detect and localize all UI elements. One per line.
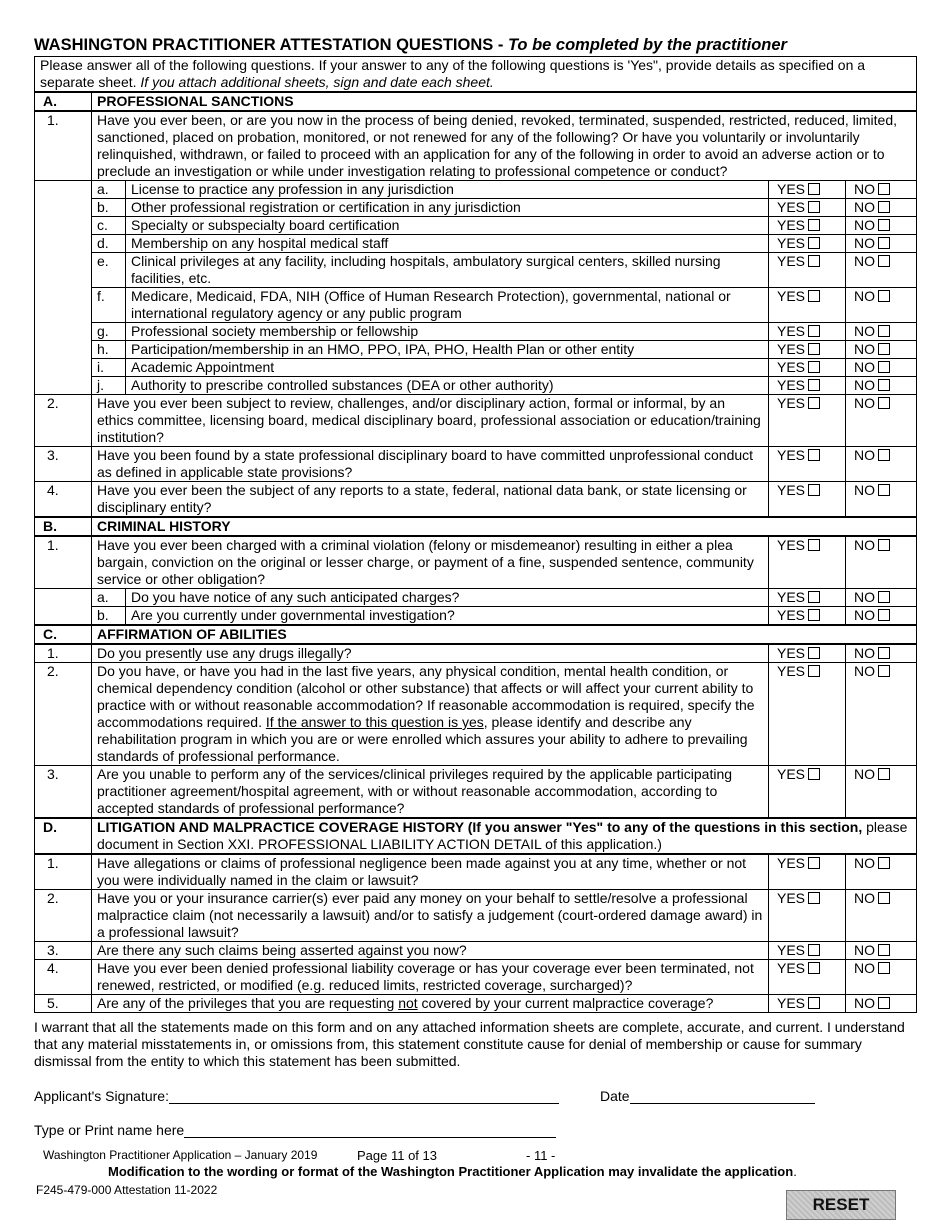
signature-field[interactable] [169, 1089, 559, 1104]
yes-option[interactable]: YES [769, 217, 846, 235]
yes-checkbox[interactable] [808, 343, 820, 355]
sub-letter: a. [92, 181, 126, 199]
no-option[interactable]: NO [846, 217, 917, 235]
sub-question-text: Academic Appointment [126, 359, 769, 377]
sub-letter: f. [92, 288, 126, 323]
signature-label: Applicant's Signature: [34, 1088, 169, 1104]
yes-checkbox[interactable] [808, 892, 820, 904]
yes-option[interactable]: YES [769, 995, 846, 1013]
footer-warning: Modification to the wording or format of the Washington Practitioner Application may invalidate the application. [108, 1164, 797, 1179]
print-name-label: Type or Print name here [34, 1122, 185, 1138]
section-letter: B. [35, 517, 92, 536]
question-row [35, 942, 917, 960]
sub-question-text: Specialty or subspecialty board certification [126, 217, 769, 235]
sub-letter: c. [92, 217, 126, 235]
section-heading: LITIGATION AND MALPRACTICE COVERAGE HISTORY (If you answer "Yes" to any of the questions in this section, please document in Section XXI. PROFESSIONAL LIABILITY ACTION DETAIL of this application.) [92, 818, 917, 854]
warranty-statement: I warrant that all the statements made on this form and on any attached information sheets are complete, accurate, and current. I understand that any material misstatements in, or omissions from, this statement constitute cause for denial of membership or cause for summary dismissal from the entity to which this statement has been submitted. [34, 1019, 905, 1069]
yes-checkbox[interactable] [808, 665, 820, 677]
yes-checkbox[interactable] [808, 183, 820, 195]
question-number: 4. [35, 960, 92, 995]
question-text: Have you ever been charged with a criminal violation (felony or misdemeanor) resulting in either a plea bargain, conviction on the original or lesser charge, or payment of a fine, suspended sentence, community service or other obligation? [92, 536, 769, 589]
no-option[interactable]: NO [846, 199, 917, 217]
question-text: Do you presently use any drugs illegally? [92, 644, 769, 663]
no-checkbox[interactable] [878, 892, 890, 904]
question-text: Are any of the privileges that you are requesting not covered by your current malpractice coverage? [92, 995, 769, 1013]
no-option[interactable]: NO [846, 536, 917, 589]
date-row [600, 1088, 815, 1104]
yes-option[interactable]: YES [769, 663, 846, 766]
sub-question-text: Authority to prescribe controlled substances (DEA or other authority) [126, 377, 769, 395]
sub-question-text: Membership on any hospital medical staff [126, 235, 769, 253]
section-a-header [35, 92, 917, 111]
yes-option[interactable]: YES [769, 323, 846, 341]
question-number: 2. [35, 663, 92, 766]
section-letter: A. [35, 92, 92, 111]
yes-option[interactable]: YES [769, 854, 846, 890]
section-heading: AFFIRMATION OF ABILITIES [92, 625, 917, 644]
sub-question-row [35, 199, 917, 217]
no-checkbox[interactable] [878, 361, 890, 373]
yes-checkbox[interactable] [808, 647, 820, 659]
no-checkbox[interactable] [878, 343, 890, 355]
yes-checkbox[interactable] [808, 591, 820, 603]
no-checkbox[interactable] [878, 997, 890, 1009]
question-row [35, 854, 917, 890]
print-name-field[interactable] [184, 1123, 556, 1138]
print-name-row [34, 1122, 556, 1138]
yes-option[interactable]: YES [769, 235, 846, 253]
question-row [35, 995, 917, 1013]
yes-option[interactable]: YES [769, 607, 846, 626]
sub-question-row [35, 181, 917, 199]
yes-option[interactable]: YES [769, 253, 846, 288]
no-option[interactable]: NO [846, 644, 917, 663]
section-letter: C. [35, 625, 92, 644]
sub-question-row [35, 235, 917, 253]
yes-checkbox[interactable] [808, 379, 820, 391]
yes-checkbox[interactable] [808, 361, 820, 373]
reset-button[interactable]: RESET [786, 1190, 896, 1220]
question-number: 1. [35, 644, 92, 663]
no-option[interactable]: NO [846, 447, 917, 482]
no-checkbox[interactable] [878, 449, 890, 461]
yes-option[interactable]: YES [769, 288, 846, 323]
question-row [35, 536, 917, 589]
yes-option[interactable]: YES [769, 482, 846, 518]
question-text: Have you been found by a state professional disciplinary board to have committed unprofessional conduct as defined in applicable state provisions? [92, 447, 769, 482]
no-option[interactable]: NO [846, 854, 917, 890]
intro-row [35, 57, 917, 93]
no-option[interactable]: NO [846, 395, 917, 447]
no-option[interactable]: NO [846, 589, 917, 607]
yes-option[interactable]: YES [769, 890, 846, 942]
no-checkbox[interactable] [878, 857, 890, 869]
sub-question-text: Participation/membership in an HMO, PPO, IPA, PHO, Health Plan or other entity [126, 341, 769, 359]
sub-question-text: Other professional registration or certification in any jurisdiction [126, 199, 769, 217]
no-option[interactable]: NO [846, 482, 917, 518]
sub-letter: h. [92, 341, 126, 359]
no-checkbox[interactable] [878, 379, 890, 391]
page-title: WASHINGTON PRACTITIONER ATTESTATION QUESTIONS - To be completed by the practitioner [34, 36, 787, 54]
yes-option[interactable]: YES [769, 942, 846, 960]
question-row [35, 644, 917, 663]
no-checkbox[interactable] [878, 962, 890, 974]
sub-question-text: License to practice any profession in any jurisdiction [126, 181, 769, 199]
section-heading: CRIMINAL HISTORY [92, 517, 917, 536]
yes-checkbox[interactable] [808, 201, 820, 213]
section-c-header [35, 625, 917, 644]
sub-question-row [35, 341, 917, 359]
yes-checkbox[interactable] [808, 768, 820, 780]
no-checkbox[interactable] [878, 255, 890, 267]
sub-letter: a. [92, 589, 126, 607]
question-row [35, 890, 917, 942]
footer-page: Page 11 of 13 [357, 1148, 437, 1163]
question-row [35, 766, 917, 819]
sub-question-row [35, 288, 917, 323]
question-number: 2. [35, 395, 92, 447]
sub-letter: b. [92, 199, 126, 217]
sub-question-text: Clinical privileges at any facility, including hospitals, ambulatory surgical centers, skilled nursing facilities, etc. [126, 253, 769, 288]
yes-option[interactable]: YES [769, 341, 846, 359]
sub-letter: b. [92, 607, 126, 626]
yes-option[interactable]: YES [769, 359, 846, 377]
yes-option[interactable]: YES [769, 199, 846, 217]
no-checkbox[interactable] [878, 397, 890, 409]
yes-checkbox[interactable] [808, 449, 820, 461]
no-checkbox[interactable] [878, 237, 890, 249]
question-text: Are you unable to perform any of the services/clinical privileges required by the applicable participating practitioner agreement/hospital agreement, with or without reasonable accommodation, according to accepted standards of professional performance? [92, 766, 769, 819]
yes-option[interactable]: YES [769, 766, 846, 819]
sub-question-row [35, 253, 917, 288]
question-number: 1. [35, 111, 92, 181]
no-option[interactable]: NO [846, 995, 917, 1013]
sub-question-row [35, 323, 917, 341]
no-checkbox[interactable] [878, 290, 890, 302]
no-option[interactable]: NO [846, 181, 917, 199]
intro-text: Please answer all of the following questions. If your answer to any of the following questions is 'Yes", provide details as specified on a separate sheet. If you attach additional sheets, sign and date each sheet. [35, 57, 917, 93]
yes-option[interactable]: YES [769, 960, 846, 995]
no-option[interactable]: NO [846, 663, 917, 766]
yes-checkbox[interactable] [808, 857, 820, 869]
question-number: 2. [35, 890, 92, 942]
no-option[interactable]: NO [846, 253, 917, 288]
yes-checkbox[interactable] [808, 997, 820, 1009]
no-option[interactable]: NO [846, 377, 917, 395]
yes-checkbox[interactable] [808, 962, 820, 974]
no-checkbox[interactable] [878, 647, 890, 659]
yes-option[interactable]: YES [769, 395, 846, 447]
no-checkbox[interactable] [878, 183, 890, 195]
question-number: 1. [35, 536, 92, 589]
question-text: Are there any such claims being asserted against you now? [92, 942, 769, 960]
no-option[interactable]: NO [846, 607, 917, 626]
date-field[interactable] [630, 1089, 815, 1104]
no-checkbox[interactable] [878, 219, 890, 231]
question-text: Have you ever been, or are you now in the process of being denied, revoked, terminated, suspended, restricted, reduced, limited, sanctioned, placed on probation, monitored, or not renewed for any of the following? Or have you voluntarily or involuntarily relinquished, withdrawn, or failed to proceed with an application for any of the following in order to avoid an adverse action or to preclude an investigation or while under investigation relating to professional competence or conduct? [92, 111, 917, 181]
no-option[interactable]: NO [846, 341, 917, 359]
yes-checkbox[interactable] [808, 609, 820, 621]
question-number: 3. [35, 942, 92, 960]
no-checkbox[interactable] [878, 665, 890, 677]
footer-form-id: F245-479-000 Attestation 11-2022 [36, 1183, 218, 1197]
section-heading: PROFESSIONAL SANCTIONS [92, 92, 917, 111]
section-b-header [35, 517, 917, 536]
question-number: 5. [35, 995, 92, 1013]
question-row [35, 447, 917, 482]
no-option[interactable]: NO [846, 359, 917, 377]
footer-page-number: - 11 - [526, 1148, 556, 1163]
no-option[interactable]: NO [846, 323, 917, 341]
date-label: Date [600, 1088, 630, 1104]
no-checkbox[interactable] [878, 539, 890, 551]
no-option[interactable]: NO [846, 235, 917, 253]
yes-option[interactable]: YES [769, 377, 846, 395]
yes-option[interactable]: YES [769, 447, 846, 482]
question-number: 1. [35, 854, 92, 890]
question-text: Have you ever been denied professional liability coverage or has your coverage ever been terminated, not renewed, restricted, or modified (e.g. reduced limits, restricted coverage, surcharged)? [92, 960, 769, 995]
question-number: 4. [35, 482, 92, 518]
sub-question-row [35, 377, 917, 395]
question-text: Have you or your insurance carrier(s) ever paid any money on your behalf to settle/resolve a professional malpractice claim (not necessarily a lawsuit) and/or to satisfy a judgement (court-ordered damage award) in a professional lawsuit? [92, 890, 769, 942]
question-number: 3. [35, 766, 92, 819]
yes-option[interactable]: YES [769, 644, 846, 663]
sub-question-row [35, 359, 917, 377]
sub-letter: e. [92, 253, 126, 288]
no-checkbox[interactable] [878, 768, 890, 780]
section-letter: D. [35, 818, 92, 854]
no-checkbox[interactable] [878, 591, 890, 603]
no-option[interactable]: NO [846, 766, 917, 819]
question-row [35, 663, 917, 766]
sub-question-text: Do you have notice of any such anticipated charges? [126, 589, 769, 607]
no-checkbox[interactable] [878, 609, 890, 621]
yes-option[interactable]: YES [769, 181, 846, 199]
questions-table [34, 56, 917, 1013]
sub-letter: j. [92, 377, 126, 395]
sub-question-text: Are you currently under governmental investigation? [126, 607, 769, 626]
yes-checkbox[interactable] [808, 325, 820, 337]
yes-option[interactable]: YES [769, 536, 846, 589]
yes-checkbox[interactable] [808, 290, 820, 302]
sub-question-text: Medicare, Medicaid, FDA, NIH (Office of Human Research Protection), governmental, national or international regulatory agency or any public program [126, 288, 769, 323]
footer-app-name: Washington Practitioner Application – January 2019 [43, 1148, 318, 1162]
no-option[interactable]: NO [846, 288, 917, 323]
yes-checkbox[interactable] [808, 219, 820, 231]
question-number: 3. [35, 447, 92, 482]
yes-checkbox[interactable] [808, 539, 820, 551]
yes-checkbox[interactable] [808, 237, 820, 249]
question-row [35, 111, 917, 181]
yes-checkbox[interactable] [808, 484, 820, 496]
question-text: Do you have, or have you had in the last five years, any physical condition, mental health condition, or chemical dependency condition (alcohol or other substance) that affects or will affect your current ability to practice with or without reasonable accommodation? If reasonable accommodation is required, specify the accommodations required. If the answer to this question is yes, please identify and describe any rehabilitation program in which you are or were enrolled which assures your ability to adhere to prevailing standards of professional performance. [92, 663, 769, 766]
no-checkbox[interactable] [878, 201, 890, 213]
yes-checkbox[interactable] [808, 944, 820, 956]
yes-checkbox[interactable] [808, 255, 820, 267]
sub-question-row [35, 217, 917, 235]
sub-letter: i. [92, 359, 126, 377]
question-text: Have you ever been the subject of any reports to a state, federal, national data bank, or state licensing or disciplinary entity? [92, 482, 769, 518]
question-row [35, 482, 917, 518]
sub-question-text: Professional society membership or fellowship [126, 323, 769, 341]
question-text: Have allegations or claims of professional negligence been made against you at any time, whether or not you were individually named in the claim or lawsuit? [92, 854, 769, 890]
sub-question-row [35, 589, 917, 607]
yes-checkbox[interactable] [808, 397, 820, 409]
section-d-header [35, 818, 917, 854]
sub-letter: g. [92, 323, 126, 341]
signature-row [34, 1088, 559, 1104]
question-text: Have you ever been subject to review, challenges, and/or disciplinary action, formal or informal, by an ethics committee, licensing board, medical disciplinary board, professional association or education/training institution? [92, 395, 769, 447]
sub-letter: d. [92, 235, 126, 253]
no-option[interactable]: NO [846, 960, 917, 995]
no-checkbox[interactable] [878, 325, 890, 337]
yes-option[interactable]: YES [769, 589, 846, 607]
sub-question-row [35, 607, 917, 626]
no-option[interactable]: NO [846, 890, 917, 942]
no-checkbox[interactable] [878, 944, 890, 956]
no-checkbox[interactable] [878, 484, 890, 496]
question-row [35, 395, 917, 447]
question-row [35, 960, 917, 995]
no-option[interactable]: NO [846, 942, 917, 960]
